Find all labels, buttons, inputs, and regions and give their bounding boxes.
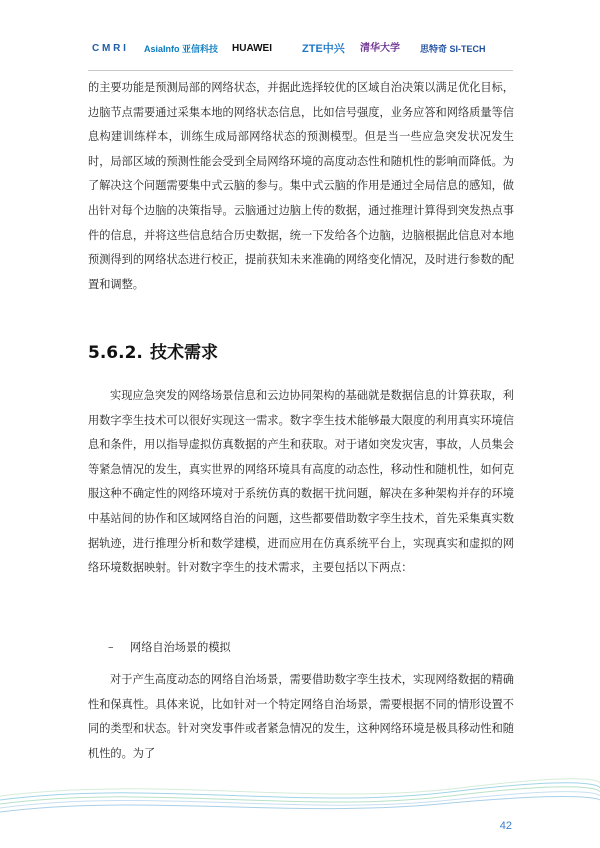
section-title: 技术需求 xyxy=(150,343,218,363)
section-number: 5.6.2. xyxy=(88,343,143,363)
zte-logo: ZTE中兴 xyxy=(302,43,345,55)
cmri-logo: C M R I xyxy=(92,43,126,54)
section-heading xyxy=(88,338,218,363)
sitech-logo: 思特奇 SI-TECH xyxy=(420,44,486,54)
tsinghua-logo: 清华大学 xyxy=(360,43,400,54)
bullet-item xyxy=(108,638,231,658)
body-paragraph-3: 对于产生高度动态的网络自治场景，需要借助数字孪生技术，实现网络数据的精确性和保真性。具体来说，比如针对一个特定网络自治场景，需要根据不同的情形设置不同的类型和状态。针对突发事件或者紧急情况的发生，这种网络环境是极具移动性和随机性的。为了 xyxy=(88,673,514,760)
body-paragraph-2: 实现应急突发的网络场景信息和云边协同架构的基础就是数据信息的计算获取，利用数字孪生技术可以很好实现这一需求。数字孪生技术能够最大限度的利用真实环境信息和条件，用以指导虚拟仿真数据的产生和获取。对于诸如突发灾害，事故，人员集会等紧急情况的发生，真实世界的网络环境具有高度的动态性，移动性和随机性，如何克服这种不确定性的网络环境对于系统仿真的数据干扰问题，解决在多种架构并存的环境中基站间的协作和区域网络自治的问题，这些都要借助数字孪生技术，首先采集真实数据轨迹，进行推理分析和数学建模，进而应用在仿真系统平台上，实现真实和虚拟的网络环境数据映射。针对数字孪生的技术需求，主要包括以下两点： xyxy=(88,389,514,575)
header-divider xyxy=(88,70,513,71)
bullet-dash: – xyxy=(108,641,114,654)
asiainfo-logo: AsiaInfo 亚信科技 xyxy=(144,44,219,54)
header-logos xyxy=(0,38,600,68)
bullet-text: 网络自治场景的模拟 xyxy=(130,641,231,654)
page-number: 42 xyxy=(499,820,512,832)
huawei-logo: HUAWEI xyxy=(232,43,272,54)
body-paragraph-1: 的主要功能是预测局部的网络状态，并据此选择较优的区域自治决策以满足优化目标，边脑节点需要通过采集本地的网络状态信息，比如信号强度，业务应答和网络质量等信息构建训练样本，训练生成局部网络状态的预测模型。但是当一些应急突发状况发生时，局部区域的预测性能会受到全局网络环境的高度动态性和随机性的影响而降低。为了解决这个问题需要集中式云脑的参与。集中式云脑的作用是通过全局信息的感知，做出针对每个边脑的决策指导。云脑通过边脑上传的数据，通过推理计算得到突发热点事件的信息，并将这些信息结合历史数据，统一下发给各个边脑，边脑根据此信息对本地预测得到的网络状态进行校正，提前获知未来准确的网络变化情况，及时进行参数的配置和调整。 xyxy=(88,81,514,291)
footer-wave-decoration xyxy=(0,770,600,820)
